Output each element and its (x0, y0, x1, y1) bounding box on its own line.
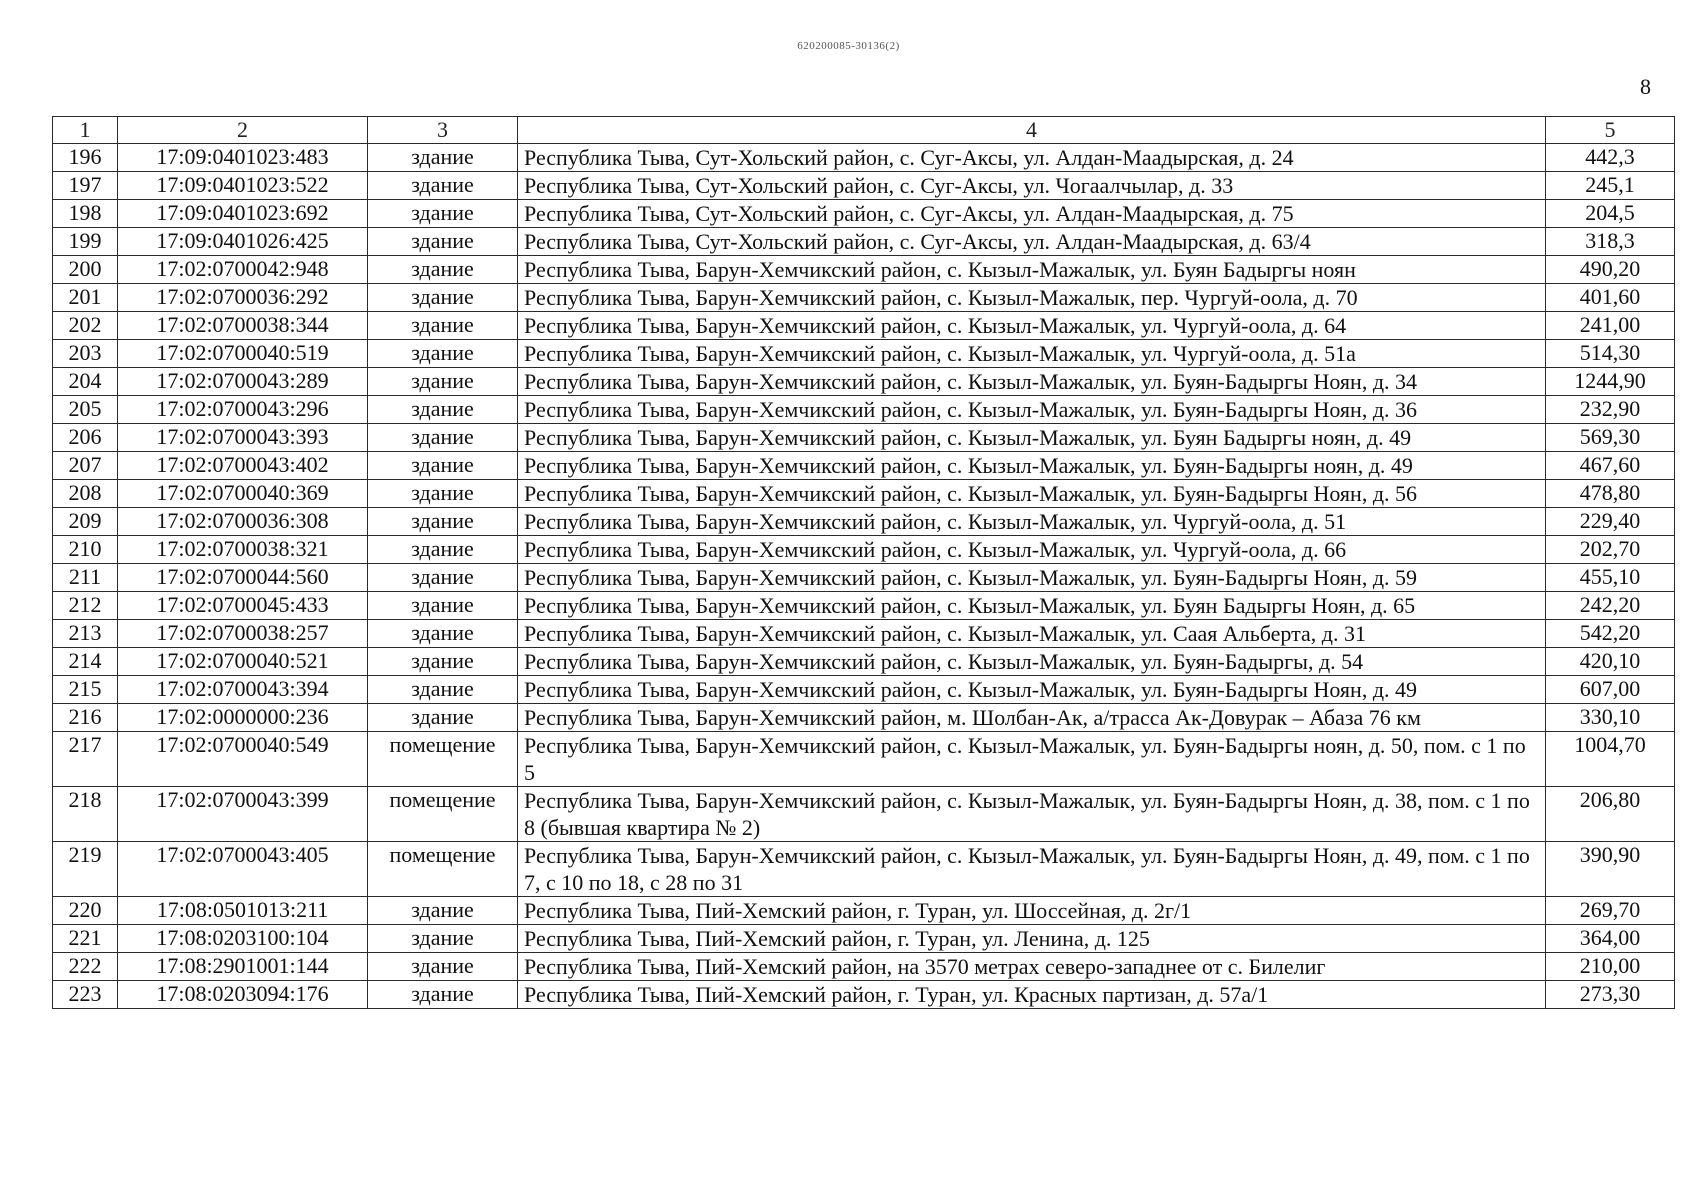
row-number-cell: 223 (53, 981, 118, 1009)
object-type-cell: здание (368, 396, 518, 424)
page-number: 8 (1640, 74, 1651, 99)
row-number-cell: 200 (53, 256, 118, 284)
area-cell: 204,5 (1546, 200, 1675, 228)
row-number-cell: 206 (53, 424, 118, 452)
table-row (53, 676, 1675, 704)
cadastral-number-cell: 17:09:0401023:483 (118, 144, 368, 172)
area-cell: 364,00 (1546, 925, 1675, 953)
address-cell: Республика Тыва, Барун-Хемчикский район, с. Кызыл-Мажалык, ул. Буян-Бадыргы, д. 54 (518, 648, 1546, 676)
cadastral-number-cell: 17:08:0203094:176 (118, 981, 368, 1009)
table-row (53, 732, 1675, 787)
row-number-cell: 221 (53, 925, 118, 953)
table-row (53, 284, 1675, 312)
address-cell: Республика Тыва, Барун-Хемчикский район, с. Кызыл-Мажалык, ул. Буян-Бадыргы Ноян, д. 59 (518, 564, 1546, 592)
row-number-cell: 201 (53, 284, 118, 312)
object-type-cell: здание (368, 144, 518, 172)
address-cell: Республика Тыва, Сут-Хольский район, с. Суг-Аксы, ул. Алдан-Маадырская, д. 63/4 (518, 228, 1546, 256)
area-cell: 232,90 (1546, 396, 1675, 424)
column-number-row (53, 117, 1675, 144)
table-row (53, 508, 1675, 536)
object-type-cell: здание (368, 953, 518, 981)
object-type-cell: помещение (368, 787, 518, 842)
table-row (53, 312, 1675, 340)
object-type-cell: здание (368, 564, 518, 592)
area-cell: 478,80 (1546, 480, 1675, 508)
cadastral-number-cell: 17:09:0401026:425 (118, 228, 368, 256)
area-cell: 607,00 (1546, 676, 1675, 704)
column-number-2: 2 (118, 117, 368, 144)
table-row (53, 368, 1675, 396)
row-number-cell: 217 (53, 732, 118, 787)
address-cell: Республика Тыва, Барун-Хемчикский район, с. Кызыл-Мажалык, ул. Буян-Бадыргы ноян, д. 49 (518, 452, 1546, 480)
address-cell: Республика Тыва, Барун-Хемчикский район, с. Кызыл-Мажалык, ул. Буян-Бадыргы Ноян, д. 56 (518, 480, 1546, 508)
area-cell: 202,70 (1546, 536, 1675, 564)
object-type-cell: здание (368, 508, 518, 536)
cadastral-number-cell: 17:02:0700045:433 (118, 592, 368, 620)
cadastral-number-cell: 17:02:0700036:308 (118, 508, 368, 536)
object-type-cell: здание (368, 424, 518, 452)
cadastral-number-cell: 17:02:0700043:402 (118, 452, 368, 480)
area-cell: 245,1 (1546, 172, 1675, 200)
address-cell: Республика Тыва, Пий-Хемский район, г. Туран, ул. Ленина, д. 125 (518, 925, 1546, 953)
area-cell: 269,70 (1546, 897, 1675, 925)
object-type-cell: здание (368, 340, 518, 368)
cadastral-number-cell: 17:08:0501013:211 (118, 897, 368, 925)
cadastral-number-cell: 17:02:0700043:296 (118, 396, 368, 424)
area-cell: 442,3 (1546, 144, 1675, 172)
address-cell: Республика Тыва, Барун-Хемчикский район, с. Кызыл-Мажалык, ул. Чургуй-оола, д. 51а (518, 340, 1546, 368)
address-cell: Республика Тыва, Сут-Хольский район, с. Суг-Аксы, ул. Алдан-Маадырская, д. 24 (518, 144, 1546, 172)
cadastral-number-cell: 17:02:0700043:394 (118, 676, 368, 704)
area-cell: 569,30 (1546, 424, 1675, 452)
object-type-cell: здание (368, 648, 518, 676)
row-number-cell: 207 (53, 452, 118, 480)
cadastral-number-cell: 17:02:0700036:292 (118, 284, 368, 312)
cadastral-number-cell: 17:02:0700042:948 (118, 256, 368, 284)
table-row (53, 200, 1675, 228)
row-number-cell: 199 (53, 228, 118, 256)
address-cell: Республика Тыва, Сут-Хольский район, с. Суг-Аксы, ул. Алдан-Маадырская, д. 75 (518, 200, 1546, 228)
address-cell: Республика Тыва, Пий-Хемский район, г. Туран, ул. Красных партизан, д. 57а/1 (518, 981, 1546, 1009)
cadastral-number-cell: 17:02:0700043:405 (118, 842, 368, 897)
property-table (52, 116, 1675, 1009)
row-number-cell: 220 (53, 897, 118, 925)
cadastral-number-cell: 17:02:0700038:257 (118, 620, 368, 648)
table-row (53, 172, 1675, 200)
object-type-cell: помещение (368, 732, 518, 787)
object-type-cell: помещение (368, 842, 518, 897)
table-row (53, 842, 1675, 897)
address-cell: Республика Тыва, Барун-Хемчикский район, с. Кызыл-Мажалык, ул. Чургуй-оола, д. 64 (518, 312, 1546, 340)
object-type-cell: здание (368, 704, 518, 732)
cadastral-number-cell: 17:08:0203100:104 (118, 925, 368, 953)
area-cell: 467,60 (1546, 452, 1675, 480)
object-type-cell: здание (368, 452, 518, 480)
cadastral-number-cell: 17:09:0401023:522 (118, 172, 368, 200)
address-cell: Республика Тыва, Барун-Хемчикский район, с. Кызыл-Мажалык, ул. Чургуй-оола, д. 66 (518, 536, 1546, 564)
cadastral-number-cell: 17:02:0000000:236 (118, 704, 368, 732)
address-cell: Республика Тыва, Барун-Хемчикский район, с. Кызыл-Мажалык, ул. Буян-Бадыргы Ноян, д. 49, пом. с 1 по 7, с 10 по 18, с 28 по 31 (518, 842, 1546, 897)
table-row (53, 981, 1675, 1009)
object-type-cell: здание (368, 284, 518, 312)
table-row (53, 648, 1675, 676)
cadastral-number-cell: 17:02:0700043:399 (118, 787, 368, 842)
area-cell: 330,10 (1546, 704, 1675, 732)
area-cell: 242,20 (1546, 592, 1675, 620)
address-cell: Республика Тыва, Барун-Хемчикский район, с. Кызыл-Мажалык, ул. Буян-Бадыргы Ноян, д. 34 (518, 368, 1546, 396)
object-type-cell: здание (368, 897, 518, 925)
table-row (53, 925, 1675, 953)
cadastral-number-cell: 17:08:2901001:144 (118, 953, 368, 981)
table-row (53, 897, 1675, 925)
address-cell: Республика Тыва, Барун-Хемчикский район, с. Кызыл-Мажалык, ул. Буян-Бадыргы Ноян, д. 49 (518, 676, 1546, 704)
area-cell: 273,30 (1546, 981, 1675, 1009)
object-type-cell: здание (368, 676, 518, 704)
table-row (53, 256, 1675, 284)
area-cell: 390,90 (1546, 842, 1675, 897)
area-cell: 1004,70 (1546, 732, 1675, 787)
cadastral-number-cell: 17:02:0700038:321 (118, 536, 368, 564)
address-cell: Республика Тыва, Сут-Хольский район, с. Суг-Аксы, ул. Чогаалчылар, д. 33 (518, 172, 1546, 200)
object-type-cell: здание (368, 200, 518, 228)
address-cell: Республика Тыва, Барун-Хемчикский район, с. Кызыл-Мажалык, ул. Буян-Бадыргы Ноян, д. 38, пом. с 1 по 8 (бывшая квартира № 2) (518, 787, 1546, 842)
table-row (53, 787, 1675, 842)
cadastral-number-cell: 17:02:0700043:393 (118, 424, 368, 452)
cadastral-number-cell: 17:02:0700040:369 (118, 480, 368, 508)
table-row (53, 340, 1675, 368)
row-number-cell: 202 (53, 312, 118, 340)
column-number-4: 4 (518, 117, 1546, 144)
area-cell: 401,60 (1546, 284, 1675, 312)
object-type-cell: здание (368, 925, 518, 953)
area-cell: 206,80 (1546, 787, 1675, 842)
object-type-cell: здание (368, 256, 518, 284)
row-number-cell: 196 (53, 144, 118, 172)
address-cell: Республика Тыва, Пий-Хемский район, г. Туран, ул. Шоссейная, д. 2г/1 (518, 897, 1546, 925)
cadastral-number-cell: 17:02:0700040:521 (118, 648, 368, 676)
area-cell: 514,30 (1546, 340, 1675, 368)
cadastral-number-cell: 17:02:0700044:560 (118, 564, 368, 592)
area-cell: 420,10 (1546, 648, 1675, 676)
row-number-cell: 197 (53, 172, 118, 200)
cadastral-number-cell: 17:02:0700040:549 (118, 732, 368, 787)
table-row (53, 620, 1675, 648)
row-number-cell: 204 (53, 368, 118, 396)
row-number-cell: 216 (53, 704, 118, 732)
row-number-cell: 210 (53, 536, 118, 564)
area-cell: 229,40 (1546, 508, 1675, 536)
object-type-cell: здание (368, 312, 518, 340)
row-number-cell: 209 (53, 508, 118, 536)
area-cell: 455,10 (1546, 564, 1675, 592)
row-number-cell: 222 (53, 953, 118, 981)
address-cell: Республика Тыва, Барун-Хемчикский район, с. Кызыл-Мажалык, пер. Чургуй-оола, д. 70 (518, 284, 1546, 312)
column-number-3: 3 (368, 117, 518, 144)
table-row (53, 704, 1675, 732)
table-row (53, 480, 1675, 508)
table-row (53, 953, 1675, 981)
table-row (53, 228, 1675, 256)
table-row (53, 424, 1675, 452)
column-number-1: 1 (53, 117, 118, 144)
table-row (53, 144, 1675, 172)
area-cell: 241,00 (1546, 312, 1675, 340)
object-type-cell: здание (368, 592, 518, 620)
table-row (53, 396, 1675, 424)
object-type-cell: здание (368, 368, 518, 396)
address-cell: Республика Тыва, Пий-Хемский район, на 3570 метрах северо-западнее от с. Билелиг (518, 953, 1546, 981)
area-cell: 318,3 (1546, 228, 1675, 256)
row-number-cell: 198 (53, 200, 118, 228)
address-cell: Республика Тыва, Барун-Хемчикский район, с. Кызыл-Мажалык, ул. Буян Бадыргы ноян (518, 256, 1546, 284)
row-number-cell: 212 (53, 592, 118, 620)
address-cell: Республика Тыва, Барун-Хемчикский район, с. Кызыл-Мажалык, ул. Чургуй-оола, д. 51 (518, 508, 1546, 536)
object-type-cell: здание (368, 172, 518, 200)
table-row (53, 536, 1675, 564)
row-number-cell: 214 (53, 648, 118, 676)
area-cell: 542,20 (1546, 620, 1675, 648)
address-cell: Республика Тыва, Барун-Хемчикский район, с. Кызыл-Мажалык, ул. Буян-Бадыргы Ноян, д. 36 (518, 396, 1546, 424)
column-number-5: 5 (1546, 117, 1675, 144)
object-type-cell: здание (368, 228, 518, 256)
cadastral-number-cell: 17:02:0700040:519 (118, 340, 368, 368)
row-number-cell: 215 (53, 676, 118, 704)
row-number-cell: 219 (53, 842, 118, 897)
row-number-cell: 211 (53, 564, 118, 592)
row-number-cell: 205 (53, 396, 118, 424)
cadastral-number-cell: 17:02:0700043:289 (118, 368, 368, 396)
row-number-cell: 203 (53, 340, 118, 368)
table-row (53, 452, 1675, 480)
document-code: 620200085-30136(2) (797, 40, 900, 52)
address-cell: Республика Тыва, Барун-Хемчикский район, с. Кызыл-Мажалык, ул. Саая Альберта, д. 31 (518, 620, 1546, 648)
address-cell: Республика Тыва, Барун-Хемчикский район, м. Шолбан-Ак, а/трасса Ак-Довурак – Абаза 76 км (518, 704, 1546, 732)
table-row (53, 564, 1675, 592)
row-number-cell: 208 (53, 480, 118, 508)
address-cell: Республика Тыва, Барун-Хемчикский район, с. Кызыл-Мажалык, ул. Буян-Бадыргы ноян, д. 50, пом. с 1 по 5 (518, 732, 1546, 787)
area-cell: 490,20 (1546, 256, 1675, 284)
object-type-cell: здание (368, 480, 518, 508)
object-type-cell: здание (368, 620, 518, 648)
area-cell: 1244,90 (1546, 368, 1675, 396)
object-type-cell: здание (368, 536, 518, 564)
area-cell: 210,00 (1546, 953, 1675, 981)
object-type-cell: здание (368, 981, 518, 1009)
cadastral-number-cell: 17:02:0700038:344 (118, 312, 368, 340)
row-number-cell: 213 (53, 620, 118, 648)
table-row (53, 592, 1675, 620)
address-cell: Республика Тыва, Барун-Хемчикский район, с. Кызыл-Мажалык, ул. Буян Бадыргы Ноян, д. 65 (518, 592, 1546, 620)
address-cell: Республика Тыва, Барун-Хемчикский район, с. Кызыл-Мажалык, ул. Буян Бадыргы ноян, д. 49 (518, 424, 1546, 452)
cadastral-number-cell: 17:09:0401023:692 (118, 200, 368, 228)
row-number-cell: 218 (53, 787, 118, 842)
